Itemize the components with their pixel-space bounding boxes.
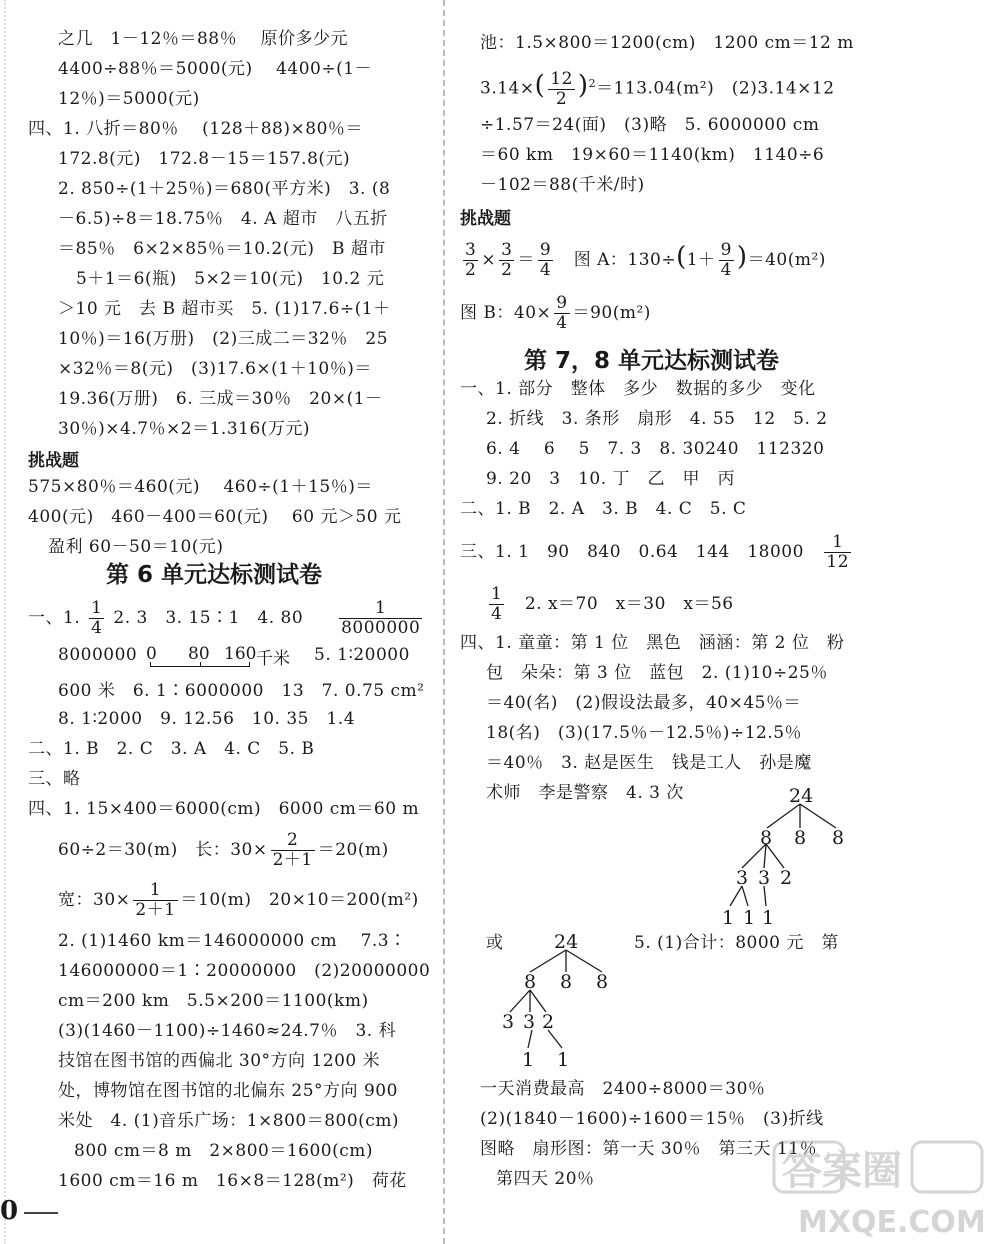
numerator: 1	[339, 599, 422, 619]
text-line: 575×80％＝460(元) 460÷(1＋15％)＝	[28, 477, 373, 497]
tree-node: 8	[596, 971, 609, 993]
tree-edge	[742, 886, 748, 906]
watermark-url: MXQE.COM	[798, 1205, 986, 1240]
scale-label-0: 0	[146, 644, 157, 664]
numerator: 9	[720, 240, 732, 260]
text-line: －6.5)÷8＝18.75％ 4. A 超市 八五折	[58, 209, 388, 229]
fraction	[824, 533, 851, 572]
text-line: 一天消费最高 2400÷8000＝30％	[480, 1079, 766, 1099]
text-line: 或	[486, 933, 504, 953]
factor-tree-1	[710, 782, 870, 932]
text-span: 60÷2＝30(m) 长：30×	[58, 840, 268, 860]
scale-tick	[150, 662, 151, 667]
text-line: 技馆在图书馆的西偏北 30°方向 1200 米	[58, 1051, 381, 1071]
numerator: 1	[133, 881, 177, 901]
tree-node: 8	[560, 971, 573, 993]
fraction	[499, 241, 514, 280]
text-line: 四、1. 八折＝80％ (128＋88)×80％＝	[28, 119, 363, 139]
page-number-dash	[24, 1212, 58, 1214]
denominator: 2＋1	[135, 900, 176, 920]
fraction	[538, 241, 553, 280]
numerator: 1	[91, 598, 103, 618]
paren-open: (	[534, 70, 546, 101]
denominator: 12	[826, 552, 850, 572]
text-line: 二、1. B 2. A 3. B 4. C 5. C	[460, 499, 747, 519]
fraction	[548, 70, 575, 109]
challenge-title: 挑战题	[28, 451, 79, 471]
tree-node: 3	[523, 1011, 536, 1033]
text-line: ＝40(名) (2)假设法最多，40×45％＝	[486, 693, 801, 713]
text-span: 图 B：40×	[460, 303, 552, 323]
text-line: (3)(1460－1100)÷1460≈24.7％ 3. 科	[58, 1021, 397, 1041]
numerator: 9	[556, 293, 568, 313]
text-line: 之几 1－12％＝88％ 原价多少元	[58, 29, 348, 49]
text-line	[460, 530, 854, 574]
denominator: 8000000	[341, 618, 421, 638]
text-line: 图略 扇形图：第一天 30％ 第三天 11％	[480, 1139, 818, 1159]
text-line: 18(名) (3)(17.5％－12.5％)÷12.5％	[486, 723, 803, 743]
text-line: 四、1. 15×400＝6000(cm) 6000 cm＝60 m	[28, 799, 420, 819]
text-line: 30％)×4.7％×2＝1.316(万元)	[58, 419, 311, 439]
fraction	[89, 599, 104, 638]
watermark-text: 答案圈	[782, 1148, 902, 1194]
tree-node: 1	[743, 907, 756, 929]
text-span: ＝90(m²)	[572, 303, 651, 323]
fraction	[133, 881, 177, 920]
text-line: ＞10 元 去 B 超市买 5. (1)17.6÷(1＋	[58, 299, 391, 319]
text-line: 米处 4. (1)音乐广场：1×800＝800(cm)	[58, 1111, 400, 1131]
column-divider	[443, 0, 445, 1244]
numerator: 1	[824, 533, 851, 553]
text-line: 5. 1∶20000	[314, 645, 410, 665]
scale-label-80: 80	[188, 644, 210, 664]
numerator: 1	[491, 584, 503, 604]
denominator: 4	[491, 604, 503, 624]
text-line: 2. (1)1460 km＝146000000 cm 7.3∶	[58, 931, 407, 951]
denominator: 4	[720, 260, 732, 280]
fraction	[489, 585, 504, 624]
paren-close: )	[577, 70, 589, 101]
text-line: 400(元) 460－400＝60(元) 60 元＞50 元	[28, 507, 402, 527]
numerator: 3	[501, 240, 513, 260]
fraction	[719, 241, 734, 280]
tree-edge	[530, 950, 566, 972]
fraction	[339, 599, 422, 638]
text-span: ＝40(m²)	[747, 250, 826, 270]
scale-tick	[249, 662, 250, 667]
text-line: 5＋1＝6(瓶) 5×2＝10(元) 10.2 元	[76, 269, 385, 289]
tree-node: 24	[789, 785, 814, 807]
text-span: 一、1.	[28, 608, 81, 628]
text-line: 172.8(元) 172.8－15＝157.8(元)	[58, 149, 351, 169]
text-line: ＝85％ 6×2×85％＝10.2(元) B 超市	[58, 239, 386, 259]
text-line: 术师 李是警察 4. 3 次	[486, 783, 684, 803]
scale-tick	[200, 662, 201, 667]
text-span: 2. 3 3. 15∶1 4. 80	[113, 608, 304, 628]
text-line: 一、1. 部分 整体 多少 数据的多少 变化	[460, 379, 816, 399]
tree-node: 1	[522, 1049, 535, 1070]
denominator: 2＋1	[272, 850, 313, 870]
denominator: 4	[556, 313, 568, 333]
text-line	[28, 596, 425, 640]
text-span: ＝20(m)	[317, 840, 389, 860]
tree-edge	[730, 886, 742, 906]
text-line: cm＝200 km 5.5×200＝1100(km)	[58, 991, 369, 1011]
denominator: 2	[465, 260, 477, 280]
text-span: 宽：30×	[58, 890, 131, 910]
text-line	[58, 828, 389, 872]
factor-tree-2	[490, 930, 650, 1070]
text-line: $\frac{3}{2}$ × $\frac{3}{2}$ ＝ $\frac{9}{4}$ 图 A：130÷(1＋ $\frac{9}{4}$ )＝40(m²)	[465, 240, 826, 280]
numerator: 9	[539, 240, 552, 260]
text-line: 处，博物馆在图书馆的北偏东 25°方向 900	[58, 1081, 398, 1101]
challenge-title: 挑战题	[460, 209, 511, 229]
text-line: (2)(1840－1600)÷1600＝15％ (3)折线	[480, 1109, 824, 1129]
tree-node: 3	[502, 1011, 515, 1033]
text-span: ＝113.04(m²) (2)3.14×12	[596, 78, 835, 99]
text-line: －102＝88(千米/时)	[480, 175, 645, 195]
text-span: 3.14×	[480, 78, 535, 99]
text-line: 4400÷88％＝5000(元) 4400÷(1－	[58, 59, 373, 79]
text-span: 图 A：130÷	[573, 250, 677, 270]
text-line: 10％)＝16(万册) (2)三成二＝32％ 25	[58, 329, 389, 349]
text-line: 第四天 20％	[496, 1169, 595, 1189]
denominator: 2	[501, 260, 513, 280]
text-line: 800 cm＝8 m 2×800＝1600(cm)	[74, 1141, 374, 1161]
tree-node: 24	[554, 931, 579, 953]
page-number: 0	[0, 1196, 19, 1226]
text-line: 19.36(万册) 6. 三成＝30％ 20×(1－	[58, 389, 383, 409]
text-line	[486, 582, 734, 626]
text-line: 二、1. B 2. C 3. A 4. C 5. B	[28, 739, 315, 759]
right-column	[460, 0, 1000, 1244]
text-line: ÷1.57＝24(面) (3)略 5. 6000000 cm	[480, 115, 820, 135]
scale-label-160: 160	[224, 644, 257, 664]
text-line: 四、1. 童童：第 1 位 黑色 涵涵：第 2 位 粉	[460, 633, 845, 653]
text-line: 600 米 6. 1∶6000000 13 7. 0.75 cm²	[58, 681, 425, 701]
text-line: 8. 1∶2000 9. 12.56 10. 35 1.4	[58, 709, 356, 729]
tree-node: 8	[524, 971, 537, 993]
left-column	[0, 0, 470, 1244]
text-line: 8000000	[58, 645, 138, 665]
text-line: 5. (1)合计：8000 元 第	[634, 933, 839, 953]
numerator: 12	[550, 68, 573, 89]
scale-bar	[146, 644, 306, 672]
scale-label-unit: 千米	[256, 649, 290, 669]
fraction	[554, 294, 569, 333]
tree-node: 8	[760, 827, 773, 849]
paren-close: )	[736, 242, 748, 272]
tree-edge	[800, 804, 836, 828]
tree-node: 3	[736, 867, 749, 889]
tree-node: 8	[794, 827, 807, 849]
numerator: 3	[465, 240, 477, 260]
tree-node: 1	[762, 907, 775, 929]
tree-node: 1	[722, 907, 735, 929]
text-line: ×32％＝8(元) (3)17.6×(1＋10％)＝	[58, 359, 372, 379]
text-span: ＝10(m) 20×10＝200(m²)	[180, 890, 419, 910]
watermark-logo	[762, 1132, 992, 1242]
tree-node: 1	[557, 1049, 570, 1070]
text-line	[460, 288, 651, 338]
text-line: ＝40％ 3. 赵是医生 钱是工人 孙是魔	[486, 753, 812, 773]
text-line: 三、略	[28, 769, 81, 789]
paren-open: (	[676, 242, 687, 272]
text-line: 池：1.5×800＝1200(cm) 1200 cm＝12 m	[480, 33, 854, 53]
exponent: 2	[588, 77, 597, 90]
tree-edge	[510, 990, 530, 1012]
text-line	[58, 878, 419, 922]
tree-edge	[530, 990, 546, 1012]
tree-node: 3	[758, 867, 771, 889]
text-line: 146000000＝1∶20000000 (2)20000000	[58, 961, 431, 981]
tree-node: 2	[780, 867, 793, 889]
text-line: 12％)＝5000(元)	[58, 89, 200, 109]
fraction	[463, 241, 478, 280]
tree-edge	[764, 886, 766, 906]
text-line	[480, 62, 835, 111]
denominator: 4	[91, 618, 103, 638]
text-line: 盈利 60－50＝10(元)	[48, 537, 224, 557]
tree-node: 8	[832, 827, 845, 849]
text-line: ＝60 km 19×60＝1140(km) 1140÷6	[480, 145, 825, 165]
text-line: 1600 cm＝16 m 16×8＝128(m²) 荷花	[58, 1171, 407, 1191]
text-line: 9. 20 3 10. 丁 乙 甲 丙	[486, 469, 736, 489]
denominator: 4	[539, 260, 552, 280]
fraction	[271, 831, 315, 870]
numerator: 2	[271, 831, 315, 851]
text-line: 2. 折线 3. 条形 扇形 4. 55 12 5. 2	[486, 409, 828, 429]
section-78-title: 第 7，8 单元达标测试卷	[524, 348, 780, 374]
text-line: 2. 850÷(1＋25％)＝680(平方米) 3. (8	[58, 179, 391, 199]
text-span: 三、1. 1 90 840 0.64 144 18000	[460, 542, 804, 562]
tree-node: 2	[542, 1011, 555, 1033]
text-line: 6. 4 6 5 7. 3 8. 30240 112320	[486, 439, 825, 459]
denominator: 2	[555, 88, 568, 109]
section-6-title: 第 6 单元达标测试卷	[106, 562, 323, 588]
tree-edge	[767, 804, 800, 828]
text-line: 包 朵朵：第 3 位 蓝包 2. (1)10÷25％	[486, 663, 828, 683]
text-span: 2. x＝70 x＝30 x＝56	[524, 594, 734, 614]
watermark-box	[912, 1142, 982, 1192]
tree-edge	[566, 950, 602, 972]
